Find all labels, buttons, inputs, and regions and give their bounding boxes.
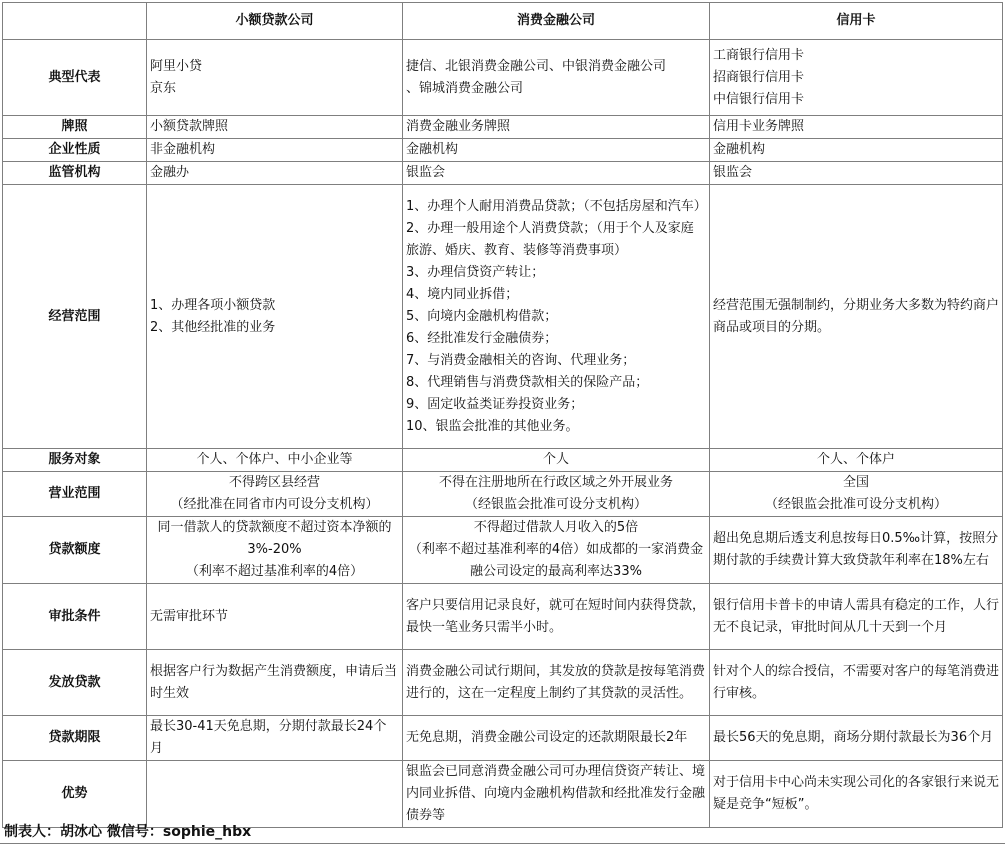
cell-consumer-finance: 银监会 <box>403 162 710 185</box>
row-scope <box>3 185 1003 449</box>
row-amount <box>3 517 1003 584</box>
cell-small-loan: 最长30-41天免息期，分期付款最长24个月 <box>147 716 403 761</box>
cell-line: 捷信、北银消费金融公司、中银消费金融公司 <box>406 58 667 74</box>
cell-line: 全国 <box>842 475 869 490</box>
cell-line: （利率不超过基准利率的4倍）如成都的一家消费金融公司设定的最高利率达33% <box>408 542 704 579</box>
row-label: 发放贷款 <box>3 650 147 716</box>
cell-consumer-finance <box>403 517 710 584</box>
row-advantage <box>3 761 1003 828</box>
cell-line: （利率不超过基准利率的4倍） <box>185 564 364 579</box>
cell-credit-card: 银行信用卡普卡的申请人需具有稳定的工作，人行无不良记录，审批时间从几十天到一个月 <box>710 584 1003 650</box>
list-item: 3、办理信贷资产转让； <box>406 264 545 280</box>
row-representatives <box>3 40 1003 116</box>
row-label: 营业范围 <box>3 472 147 517</box>
row-nature <box>3 139 1003 162</box>
cell-credit-card: 最长56天的免息期，商场分期付款最长为36个月 <box>710 716 1003 761</box>
cell-credit-card: 超出免息期后透支利息按每日0.5‰计算，按照分期付款的手续费计算大致贷款年利率在18%左右 <box>710 517 1003 584</box>
row-area <box>3 472 1003 517</box>
row-license <box>3 116 1003 139</box>
cell-small-loan <box>147 517 403 584</box>
list-item: 9、固定收益类证券投资业务； <box>406 396 584 412</box>
cell-credit-card: 针对个人的综合授信，不需要对客户的每笔消费进行审核。 <box>710 650 1003 716</box>
cell-consumer-finance: 个人 <box>403 449 710 472</box>
cell-line: 同一借款人的贷款额度不超过资本净额的3%-20% <box>157 520 392 557</box>
cell-line: 工商银行信用卡 <box>713 47 805 63</box>
header-corner <box>3 3 147 40</box>
cell-small-loan: 小额贷款牌照 <box>147 116 403 139</box>
cell-consumer-finance: 银监会已同意消费金融公司可办理信贷资产转让、境内同业拆借、向境内金融机构借款和经批准发行金融债券等 <box>403 761 710 828</box>
cell-small-loan <box>147 185 403 449</box>
cell-consumer-finance <box>403 40 710 116</box>
row-label: 优势 <box>3 761 147 828</box>
cell-consumer-finance: 金融机构 <box>403 139 710 162</box>
cell-small-loan: 无需审批环节 <box>147 584 403 650</box>
cell-line: （经银监会批准可设分支机构） <box>764 497 947 512</box>
cell-small-loan <box>147 472 403 517</box>
cell-consumer-finance: 无免息期，消费金融公司设定的还款期限最长2年 <box>403 716 710 761</box>
cell-line: 招商银行信用卡 <box>713 69 805 85</box>
cell-small-loan: 个人、个体户、中小企业等 <box>147 449 403 472</box>
row-label: 审批条件 <box>3 584 147 650</box>
row-label: 典型代表 <box>3 40 147 116</box>
cell-consumer-finance <box>403 185 710 449</box>
cell-credit-card <box>710 472 1003 517</box>
header-small-loan: 小额贷款公司 <box>147 3 403 40</box>
list-item: 2、办理一般用途个人消费贷款；（用于个人及家庭旅游、婚庆、教育、装修等消费事项） <box>406 220 694 258</box>
list-item: 7、与消费金融相关的咨询、代理业务； <box>406 352 636 368</box>
footer-author: 制表人：胡冰心 微信号：sophie_hbx <box>4 824 252 840</box>
list-item: 4、境内同业拆借； <box>406 286 519 302</box>
cell-small-loan <box>147 761 403 828</box>
row-label: 监管机构 <box>3 162 147 185</box>
row-label: 贷款额度 <box>3 517 147 584</box>
cell-line: 不得在注册地所在行政区域之外开展业务 <box>438 475 673 490</box>
cell-credit-card: 个人、个体户 <box>710 449 1003 472</box>
row-label: 贷款期限 <box>3 716 147 761</box>
cell-credit-card: 信用卡业务牌照 <box>710 116 1003 139</box>
row-label: 牌照 <box>3 116 147 139</box>
cell-line: 1、办理各项小额贷款 <box>150 297 276 313</box>
cell-consumer-finance <box>403 472 710 517</box>
row-approval <box>3 584 1003 650</box>
list-item: 10、银监会批准的其他业务。 <box>406 418 579 434</box>
cell-credit-card: 银监会 <box>710 162 1003 185</box>
cell-line: 2、其他经批准的业务 <box>150 319 276 335</box>
cell-consumer-finance: 消费金融公司试行期间，其发放的贷款是按每笔消费进行的，这在一定程度上制约了其贷款的灵活性。 <box>403 650 710 716</box>
cell-consumer-finance: 客户只要信用记录良好，就可在短时间内获得贷款，最快一笔业务只需半小时。 <box>403 584 710 650</box>
header-consumer-finance: 消费金融公司 <box>403 3 710 40</box>
cell-small-loan: 根据客户行为数据产生消费额度，申请后当时生效 <box>147 650 403 716</box>
cell-credit-card: 经营范围无强制制约，分期业务大多数为特约商户商品或项目的分期。 <box>710 185 1003 449</box>
row-clients <box>3 449 1003 472</box>
cell-line: 阿里小贷 <box>150 58 203 74</box>
cell-line: （经银监会批准可设分支机构） <box>464 497 647 512</box>
row-label: 服务对象 <box>3 449 147 472</box>
cell-small-loan: 非金融机构 <box>147 139 403 162</box>
row-disburse <box>3 650 1003 716</box>
cell-line: 京东 <box>150 80 177 96</box>
comparison-table <box>2 2 1003 828</box>
row-label: 经营范围 <box>3 185 147 449</box>
cell-small-loan <box>147 40 403 116</box>
cell-line: 不得超过借款人月收入的5倍 <box>473 520 639 535</box>
row-term <box>3 716 1003 761</box>
cell-line: 中信银行信用卡 <box>713 91 805 107</box>
cell-small-loan: 金融办 <box>147 162 403 185</box>
header-credit-card: 信用卡 <box>710 3 1003 40</box>
cell-line: 、锦城消费金融公司 <box>406 80 524 96</box>
cell-credit-card <box>710 40 1003 116</box>
list-item: 6、经批准发行金融债券； <box>406 330 558 346</box>
list-item: 1、办理个人耐用消费品贷款；（不包括房屋和汽车） <box>406 198 707 214</box>
cell-line: （经批准在同省市内可设分支机构） <box>170 497 379 512</box>
cell-line: 不得跨区县经营 <box>228 475 320 490</box>
cell-credit-card: 对于信用卡中心尚未实现公司化的各家银行来说无疑是竞争“短板”。 <box>710 761 1003 828</box>
row-regulator <box>3 162 1003 185</box>
list-item: 5、向境内金融机构借款； <box>406 308 558 324</box>
list-item: 8、代理销售与消费贷款相关的保险产品； <box>406 374 649 390</box>
cell-consumer-finance: 消费金融业务牌照 <box>403 116 710 139</box>
cell-credit-card: 金融机构 <box>710 139 1003 162</box>
footer-divider <box>0 843 1005 844</box>
header-row <box>3 3 1003 40</box>
row-label: 企业性质 <box>3 139 147 162</box>
